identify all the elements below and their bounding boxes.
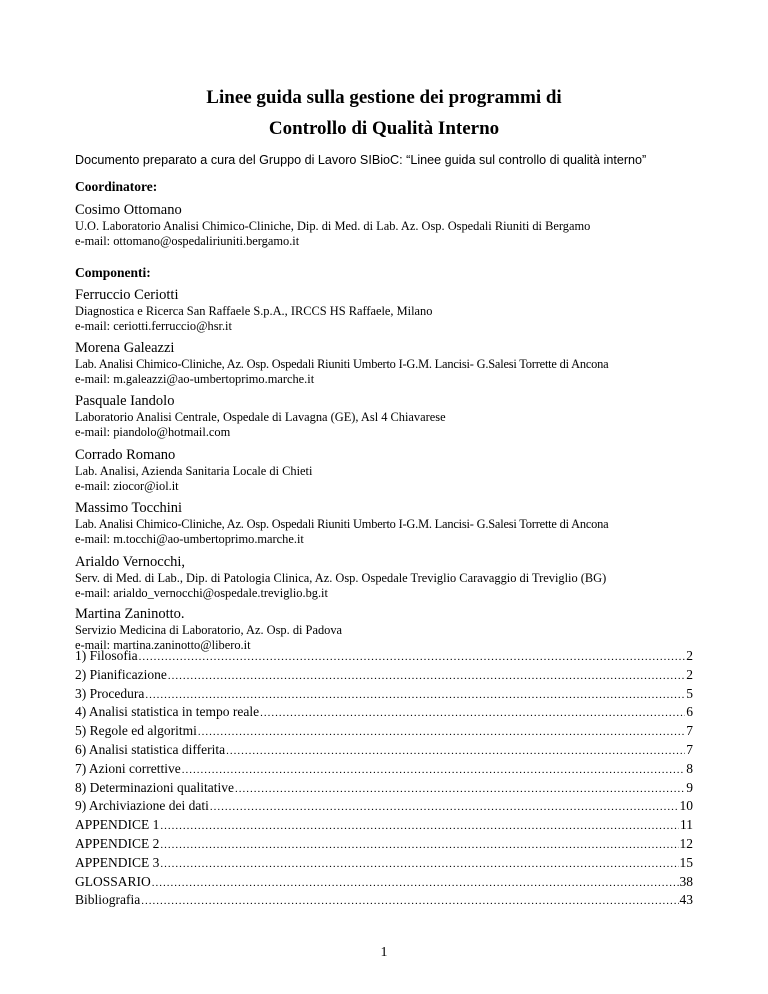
toc-page-number: 11 [680, 817, 693, 833]
component-block [75, 553, 715, 601]
toc-entry[interactable] [75, 836, 693, 855]
toc-leader [198, 726, 685, 738]
toc-label: 5) Regole ed algoritmi [75, 723, 197, 739]
toc-leader [210, 801, 679, 813]
person-name: Pasquale Iandolo [75, 393, 175, 409]
component-block [75, 499, 715, 547]
title-line-2: Controllo di Qualità Interno [268, 118, 500, 139]
component-block [75, 605, 715, 653]
person-affiliation: Laboratorio Analisi Centrale, Ospedale di Lavagna (GE), Asl 4 Chiavarese [75, 410, 446, 424]
toc-entry[interactable] [75, 874, 693, 893]
toc-page-number: 8 [686, 760, 693, 776]
toc-entry[interactable] [75, 648, 693, 667]
toc-label: APPENDICE 3 [75, 854, 160, 870]
toc-leader [160, 858, 678, 870]
toc-page-number: 2 [686, 648, 693, 663]
coordinator-heading: Coordinatore: [75, 179, 158, 194]
person-name: Corrado Romano [75, 447, 176, 463]
toc-label: 4) Analisi statistica in tempo reale [75, 704, 260, 720]
coordinator-block [75, 201, 715, 249]
person-email: e-mail: m.tocchi@ao-umbertoprimo.marche.it [75, 532, 304, 546]
person-affiliation: Serv. di Med. di Lab., Dip. di Patologia Clinica, Az. Osp. Ospedale Treviglio Caravaggio di Treviglio (BG) [75, 571, 607, 585]
person-affiliation: Lab. Analisi Chimico-Cliniche, Az. Osp. Ospedali Riuniti Umberto I-G.M. Lancisi- G.Salesi Torrette di Ancona [75, 517, 609, 531]
subtitle: Documento preparato a cura del Gruppo di Lavoro SIBioC: “Linee guida sul controllo di qualità interno” [75, 153, 647, 167]
person-name: Martina Zaninotto. [75, 606, 185, 622]
toc-label: 8) Determinazioni qualitative [75, 779, 234, 795]
person-name: Cosimo Ottomano [75, 202, 182, 218]
person-affiliation: Lab. Analisi Chimico-Cliniche, Az. Osp. Ospedali Riuniti Umberto I-G.M. Lancisi- G.Salesi Torrette di Ancona [75, 357, 609, 371]
toc-leader [139, 651, 686, 663]
component-block [75, 286, 715, 334]
toc-label: 9) Archiviazione dei dati [75, 798, 209, 814]
toc-label: 7) Azioni correttive [75, 760, 181, 776]
toc-entry[interactable] [75, 855, 693, 874]
person-affiliation: Diagnostica e Ricerca San Raffaele S.p.A., IRCCS HS Raffaele, Milano [75, 304, 433, 318]
toc-leader [260, 707, 685, 719]
toc-page-number: 10 [679, 798, 693, 814]
toc-page-number: 5 [686, 685, 693, 701]
toc-label: 2) Pianificazione [75, 666, 167, 682]
toc-page-number: 6 [686, 704, 693, 720]
person-email: e-mail: ottomano@ospedaliriuniti.bergamo.it [75, 234, 300, 248]
toc-entry[interactable] [75, 742, 693, 761]
toc-entry[interactable] [75, 798, 693, 817]
toc-entry[interactable] [75, 780, 693, 799]
component-block [75, 392, 715, 440]
toc-leader [152, 877, 679, 889]
toc-page-number: 12 [679, 835, 693, 851]
toc-entry[interactable] [75, 704, 693, 723]
toc-page-number: 43 [679, 892, 693, 908]
toc-page-number: 9 [686, 779, 693, 795]
toc-label: APPENDICE 2 [75, 835, 160, 851]
toc-entry[interactable] [75, 817, 693, 836]
toc-label: Bibliografia [75, 892, 141, 908]
toc-label: GLOSSARIO [75, 873, 151, 889]
toc-page-number: 15 [679, 854, 693, 870]
person-name: Massimo Tocchini [75, 500, 183, 516]
toc-label: 6) Analisi statistica differita [75, 741, 226, 757]
toc-leader [160, 839, 678, 851]
toc-leader [235, 783, 685, 795]
component-block [75, 446, 715, 494]
toc-leader [168, 670, 685, 682]
component-block [75, 339, 715, 387]
person-email: e-mail: arialdo_vernocchi@ospedale.treviglio.bg.it [75, 586, 328, 600]
person-name: Arialdo Vernocchi, [75, 554, 186, 570]
toc-page-number: 7 [686, 741, 693, 757]
toc-entry[interactable] [75, 892, 693, 911]
table-of-contents [75, 648, 693, 911]
person-email: e-mail: ceriotti.ferruccio@hsr.it [75, 319, 232, 333]
title-line-1: Linee guida sulla gestione dei programmi di [206, 87, 562, 108]
toc-entry[interactable] [75, 723, 693, 742]
toc-leader [160, 820, 679, 832]
toc-entry[interactable] [75, 761, 693, 780]
person-name: Morena Galeazzi [75, 340, 175, 356]
toc-page-number: 2 [686, 666, 693, 682]
page-number: 1 [380, 945, 388, 960]
components-heading: Componenti: [75, 265, 151, 280]
person-affiliation: U.O. Laboratorio Analisi Chimico-Cliniche, Dip. di Med. di Lab. Az. Osp. Ospedali Riuniti di Bergamo [75, 219, 591, 233]
toc-label: APPENDICE 1 [75, 817, 160, 833]
person-name: Ferruccio Ceriotti [75, 287, 179, 303]
toc-leader [145, 689, 685, 701]
toc-entry[interactable] [75, 686, 693, 705]
toc-leader [141, 895, 678, 907]
person-email: e-mail: piandolo@hotmail.com [75, 425, 231, 439]
toc-entry[interactable] [75, 667, 693, 686]
person-email: e-mail: m.galeazzi@ao-umbertoprimo.marche.it [75, 372, 315, 386]
person-email: e-mail: martina.zaninotto@libero.it [75, 638, 251, 652]
toc-page-number: 38 [679, 873, 693, 889]
toc-leader [182, 764, 686, 776]
person-affiliation: Servizio Medicina di Laboratorio, Az. Osp. di Padova [75, 623, 343, 637]
person-affiliation: Lab. Analisi, Azienda Sanitaria Locale di Chieti [75, 464, 313, 478]
toc-label: 3) Procedura [75, 685, 145, 701]
toc-leader [226, 745, 685, 757]
toc-page-number: 7 [686, 723, 693, 739]
person-email: e-mail: ziocor@iol.it [75, 479, 179, 493]
toc-label: 1) Filosofia [75, 648, 138, 663]
